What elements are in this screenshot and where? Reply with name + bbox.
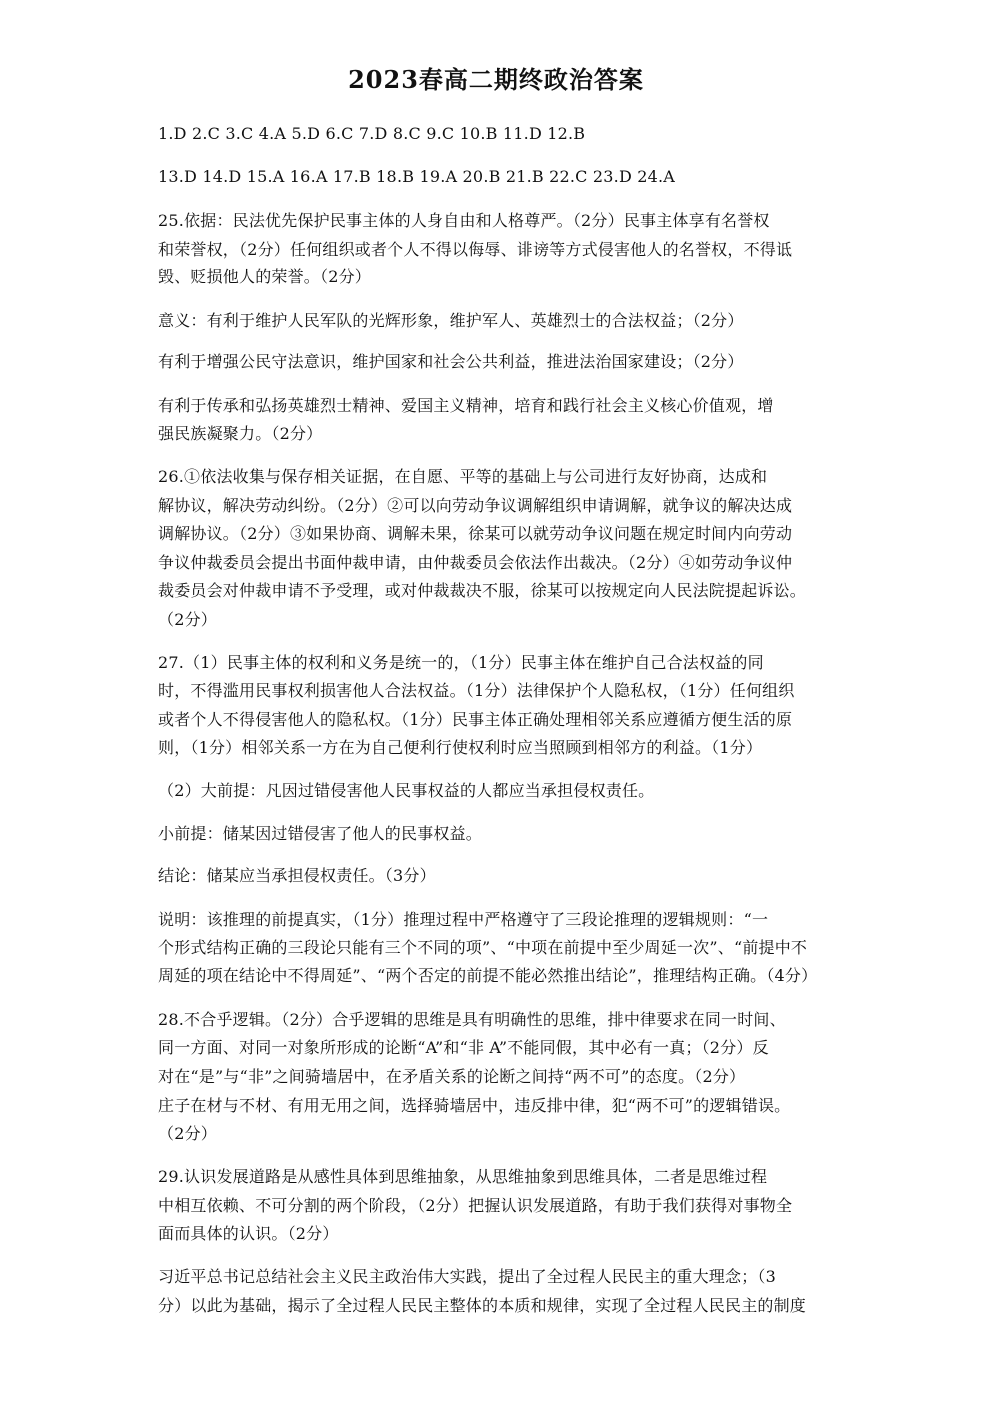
answer-line: （2分）: [158, 1124, 217, 1143]
answer-line: 小前提：储某因过错侵害了他人的民事权益。: [158, 824, 483, 843]
answer-line: （2）大前提：凡因过错侵害他人民事权益的人都应当承担侵权责任。: [158, 781, 655, 800]
answer-line: 周延的项在结论中不得周延”、“两个否定的前提不能必然推出结论”，推理结构正确。（4分）: [158, 966, 818, 985]
answer-line: 26.①依法收集与保存相关证据，在自愿、平等的基础上与公司进行友好协商，达成和: [158, 467, 768, 486]
answer-line: 强民族凝聚力。（2分）: [158, 424, 323, 443]
answer-line: 13.D 14.D 15.A 16.A 17.B 18.B 19.A 20.B 21.B 22.C 23.D 24.A: [158, 167, 676, 186]
answer-line: 毁、贬损他人的荣誉。（2分）: [158, 267, 371, 286]
answer-line: 庄子在材与不材、有用无用之间，选择骑墙居中，违反排中律，犯“两不可”的逻辑错误。: [158, 1096, 791, 1115]
answer-line: 时，不得滥用民事权利损害他人合法权益。（1分）法律保护个人隐私权，（1分）任何组织: [158, 681, 795, 700]
answer-line: 结论：储某应当承担侵权责任。（3分）: [158, 866, 436, 885]
answer-line: 28.不合乎逻辑。（2分）合乎逻辑的思维是具有明确性的思维，排中律要求在同一时间、: [158, 1010, 786, 1029]
answer-line: 或者个人不得侵害他人的隐私权。（1分）民事主体正确处理相邻关系应遵循方便生活的原: [158, 710, 793, 729]
answer-line: 和荣誉权，（2分）任何组织或者个人不得以侮辱、诽谤等方式侵害他人的名誉权，不得诋: [158, 240, 793, 259]
answer-line: 中相互依赖、不可分割的两个阶段，（2分）把握认识发展道路，有助于我们获得对事物全: [158, 1196, 793, 1215]
answer-line: 1.D 2.C 3.C 4.A 5.D 6.C 7.D 8.C 9.C 10.B 11.D 12.B: [158, 124, 586, 143]
answer-line: 则，（1分）相邻关系一方在为自己便利行使权利时应当照顾到相邻方的利益。（1分）: [158, 738, 763, 757]
answer-line: 调解协议。（2分）③如果协商、调解未果，徐某可以就劳动争议问题在规定时间内向劳动: [158, 524, 793, 543]
answer-line: 争议仲裁委员会提出书面仲裁申请，由仲裁委员会依法作出裁决。（2分）④如劳动争议仲: [158, 553, 793, 572]
answer-line: 同一方面、对同一对象所形成的论断“A”和“非 A”不能同假，其中必有一真；（2分）反: [158, 1038, 769, 1057]
answer-line: 面而具体的认识。（2分）: [158, 1224, 339, 1243]
answer-line: 意义：有利于维护人民军队的光辉形象，维护军人、英雄烈士的合法权益；（2分）: [158, 311, 744, 330]
page-title: 2023春高二期终政治答案: [348, 65, 644, 94]
answer-line: （2分）: [158, 610, 217, 629]
answer-line: 有利于传承和弘扬英雄烈士精神、爱国主义精神，培育和践行社会主义核心价值观，增: [158, 396, 774, 415]
answer-line: 29.认识发展道路是从感性具体到思维抽象，从思维抽象到思维具体，二者是思维过程: [158, 1167, 768, 1186]
answer-line: 分）以此为基础，揭示了全过程人民民主整体的本质和规律，实现了全过程人民民主的制度: [158, 1296, 807, 1315]
answer-line: 说明：该推理的前提真实，（1分）推理过程中严格遵守了三段论推理的逻辑规则：“一: [158, 910, 769, 929]
answer-line: 27.（1）民事主体的权利和义务是统一的，（1分）民事主体在维护自己合法权益的同: [158, 653, 764, 672]
answer-line: 习近平总书记总结社会主义民主政治伟大实践，提出了全过程人民民主的重大理念；（3: [158, 1267, 776, 1286]
answer-line: 个形式结构正确的三段论只能有三个不同的项”、“中项在前提中至少周延一次”、“前提中不: [158, 938, 808, 957]
answer-line: 有利于增强公民守法意识，维护国家和社会公共利益，推进法治国家建设；（2分）: [158, 352, 744, 371]
answer-line: 25.依据：民法优先保护民事主体的人身自由和人格尊严。（2分）民事主体享有名誉权: [158, 211, 770, 230]
answer-line: 解协议，解决劳动纠纷。（2分）②可以向劳动争议调解组织申请调解，就争议的解决达成: [158, 496, 793, 515]
answer-line: 对在“是”与“非”之间骑墙居中，在矛盾关系的论断之间持“两不可”的态度。（2分）: [158, 1067, 746, 1086]
answer-line: 裁委员会对仲裁申请不予受理，或对仲裁裁决不服，徐某可以按规定向人民法院提起诉讼。: [158, 581, 807, 600]
